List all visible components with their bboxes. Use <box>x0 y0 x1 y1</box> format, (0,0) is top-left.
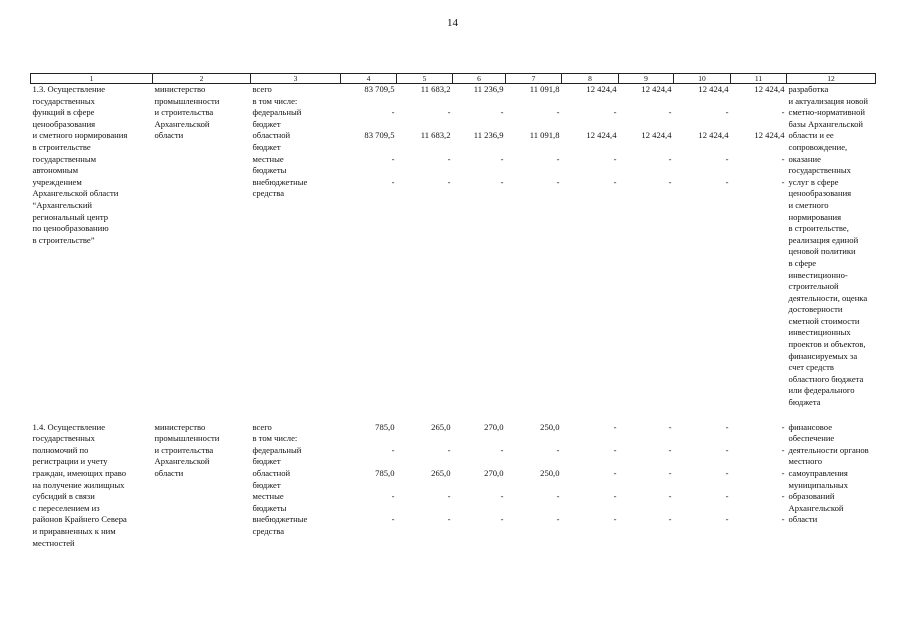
amount-value: 250,0 <box>540 468 560 478</box>
amount-spacer <box>733 456 785 468</box>
activity-line: на получение жилищных <box>32 479 125 490</box>
executor-line: области <box>154 468 184 478</box>
activity-line: с переселением из <box>32 502 100 513</box>
result-line: области <box>788 514 818 525</box>
amount-spacer <box>343 480 395 492</box>
amount-value: - <box>447 514 451 525</box>
column-number: 11 <box>731 74 787 84</box>
result-line: проектов и объектов, <box>788 339 866 350</box>
amount-spacer <box>733 165 785 177</box>
amount-spacer <box>343 526 395 538</box>
executor-cell <box>153 422 251 550</box>
amount-spacer <box>733 503 785 515</box>
amount-cell <box>341 422 397 550</box>
amount-value: - <box>391 107 395 118</box>
amount-value: - <box>447 491 451 502</box>
amount-value: - <box>556 514 560 525</box>
result-line: счет средств <box>788 362 834 373</box>
activity-line: ценообразования <box>32 118 96 129</box>
amount-spacer <box>676 456 729 468</box>
amount-value: 12 424,4 <box>586 84 617 94</box>
amount-value: - <box>781 468 785 478</box>
amount-value: - <box>556 107 560 118</box>
amount-spacer <box>455 165 504 177</box>
amount-value: - <box>613 107 617 118</box>
funding-source-label: бюджет <box>252 118 281 129</box>
amount-value <box>508 433 560 445</box>
amount-value: - <box>613 421 617 432</box>
amount-spacer <box>621 188 672 200</box>
amount-value <box>564 433 617 445</box>
executor-line: министерство <box>154 84 206 94</box>
amount-spacer <box>621 456 672 468</box>
activity-line: государственных <box>32 95 95 106</box>
amount-value: 11 236,9 <box>473 130 504 141</box>
amount-cell <box>453 422 506 550</box>
activity-cell <box>31 422 153 550</box>
activity-line: 1.3. Осуществление <box>32 84 106 94</box>
amount-spacer <box>676 142 729 154</box>
amount-value: - <box>391 514 395 525</box>
amount-value <box>621 96 672 108</box>
column-number: 12 <box>787 74 876 84</box>
activity-line: региональный центр <box>32 211 109 222</box>
result-line: самоуправления <box>788 468 848 478</box>
row-spacer <box>31 409 876 422</box>
amount-value: - <box>556 491 560 502</box>
funding-source-label: всего <box>252 84 272 94</box>
amount-value: - <box>391 176 395 187</box>
amount-value: 83 709,5 <box>364 84 395 94</box>
amount-spacer <box>455 526 504 538</box>
amount-spacer <box>455 142 504 154</box>
funding-source-label: областной <box>252 130 291 141</box>
result-line: Архангельской <box>788 502 844 513</box>
column-number: 2 <box>153 74 251 84</box>
activity-line: “Архангельский <box>32 199 93 210</box>
amount-value: 12 424,4 <box>698 130 729 141</box>
amount-value: - <box>500 176 504 187</box>
amount-value: 11 236,9 <box>473 84 504 94</box>
amount-spacer <box>343 456 395 468</box>
result-line: достоверности <box>788 304 843 315</box>
amount-value: - <box>781 107 785 118</box>
amount-spacer <box>564 503 617 515</box>
result-line: муниципальных <box>788 479 848 490</box>
amount-value: - <box>725 468 729 478</box>
funding-source-label: федеральный <box>252 107 302 118</box>
amount-value: - <box>725 421 729 432</box>
amount-spacer <box>621 119 672 131</box>
amount-spacer <box>676 480 729 492</box>
amount-value: - <box>668 153 672 164</box>
amount-value: - <box>668 444 672 455</box>
funding-source-label: бюджет <box>252 141 281 152</box>
amount-spacer <box>733 142 785 154</box>
activity-line: граждан, имеющих право <box>32 468 127 478</box>
result-line: в строительстве, <box>788 223 849 234</box>
amount-spacer <box>564 142 617 154</box>
amount-value: - <box>556 176 560 187</box>
column-number: 5 <box>397 74 453 84</box>
amount-value: - <box>781 491 785 502</box>
column-number: 9 <box>619 74 674 84</box>
amount-value: - <box>668 107 672 118</box>
amount-value: - <box>613 153 617 164</box>
amount-value: - <box>500 153 504 164</box>
amount-value: 12 424,4 <box>754 84 785 94</box>
amount-cell <box>562 84 619 409</box>
funding-source-label: внебюджетные <box>252 176 308 187</box>
result-line: финансовое <box>788 421 833 432</box>
amount-value: - <box>725 491 729 502</box>
amount-spacer <box>676 188 729 200</box>
activity-line: автономным <box>32 165 79 176</box>
column-number: 3 <box>251 74 341 84</box>
amount-spacer <box>508 503 560 515</box>
activity-line: и приравненных к ним <box>32 525 116 536</box>
column-number: 1 <box>31 74 153 84</box>
amount-spacer <box>455 119 504 131</box>
result-line: инвестиционных <box>788 327 851 338</box>
amount-value: - <box>725 444 729 455</box>
funding-source-label: бюджет <box>252 456 281 467</box>
amount-spacer <box>399 142 451 154</box>
amount-value: - <box>447 444 451 455</box>
amount-value: - <box>613 514 617 525</box>
amount-spacer <box>564 188 617 200</box>
amount-value: - <box>613 468 617 478</box>
funding-source-label: внебюджетные <box>252 514 308 525</box>
result-line: нормирования <box>788 211 842 222</box>
amount-value: 11 091,8 <box>529 130 560 141</box>
amount-value: 12 424,4 <box>698 84 729 94</box>
amount-value <box>621 433 672 445</box>
executor-line: Архангельской <box>154 118 210 129</box>
amount-value: 265,0 <box>431 468 451 478</box>
funding-source-label: средства <box>252 525 285 536</box>
amount-value: 265,0 <box>431 421 451 432</box>
amount-spacer <box>564 526 617 538</box>
budget-table <box>30 73 876 549</box>
amount-spacer <box>455 456 504 468</box>
activity-line: в строительстве” <box>32 234 95 245</box>
amount-spacer <box>399 503 451 515</box>
result-line: деятельности, оценка <box>788 292 868 303</box>
column-number: 10 <box>674 74 731 84</box>
result-line: базы Архангельской <box>788 118 863 129</box>
amount-spacer <box>733 480 785 492</box>
amount-spacer <box>621 503 672 515</box>
result-cell <box>787 84 876 409</box>
amount-value <box>343 433 395 445</box>
amount-value: - <box>668 514 672 525</box>
activity-line: государственных <box>32 433 95 444</box>
amount-spacer <box>399 165 451 177</box>
amount-spacer <box>508 456 560 468</box>
result-line: финансируемых за <box>788 350 858 361</box>
column-number: 7 <box>506 74 562 84</box>
activity-line: и сметного нормирования <box>32 130 128 141</box>
amount-spacer <box>621 526 672 538</box>
activity-line: государственным <box>32 153 97 164</box>
amount-cell <box>674 84 731 409</box>
amount-spacer <box>343 119 395 131</box>
amount-value: - <box>447 153 451 164</box>
header-row <box>31 74 876 84</box>
amount-value: - <box>668 468 672 478</box>
funding-source-label: средства <box>252 188 285 199</box>
amount-cell <box>397 422 453 550</box>
result-line: образований <box>788 491 835 502</box>
result-line: услуг в сфере <box>788 176 839 187</box>
executor-line: промышленности <box>154 95 220 106</box>
amount-value: 270,0 <box>484 421 504 432</box>
amount-value <box>399 433 451 445</box>
amount-cell <box>619 422 674 550</box>
amount-spacer <box>343 503 395 515</box>
amount-value: - <box>725 176 729 187</box>
result-line: сметно-нормативной <box>788 107 866 118</box>
executor-line: промышленности <box>154 433 220 444</box>
funding-source-label: бюджет <box>252 479 281 490</box>
result-line: местного <box>788 456 823 467</box>
amount-spacer <box>455 503 504 515</box>
funding-source-label: местные <box>252 153 284 164</box>
amount-value <box>343 96 395 108</box>
result-line: оказание <box>788 153 821 164</box>
activity-line: в строительстве <box>32 141 91 152</box>
amount-cell <box>731 422 787 550</box>
activity-line: Архангельской области <box>32 188 119 199</box>
activity-line: местностей <box>32 537 75 548</box>
amount-value: - <box>668 421 672 432</box>
result-line: области и ее <box>788 130 834 141</box>
amount-value <box>399 96 451 108</box>
amount-value: - <box>668 176 672 187</box>
activity-line: полномочий по <box>32 444 89 455</box>
page-number: 14 <box>447 17 458 29</box>
amount-spacer <box>399 119 451 131</box>
amount-spacer <box>564 165 617 177</box>
amount-value: - <box>500 514 504 525</box>
result-line: реализация единой <box>788 234 859 245</box>
amount-value: - <box>613 176 617 187</box>
amount-spacer <box>733 119 785 131</box>
amount-spacer <box>508 119 560 131</box>
amount-value: - <box>500 491 504 502</box>
amount-spacer <box>508 165 560 177</box>
result-line: бюджета <box>788 397 821 408</box>
amount-spacer <box>564 119 617 131</box>
amount-spacer <box>508 188 560 200</box>
amount-cell <box>619 84 674 409</box>
funding-source-label: областной <box>252 468 291 478</box>
amount-value <box>676 433 729 445</box>
amount-value: 11 091,8 <box>529 84 560 94</box>
funding-source-label: федеральный <box>252 444 302 455</box>
source-cell <box>251 422 341 550</box>
executor-line: и строительства <box>154 444 214 455</box>
amount-value: 11 683,2 <box>420 84 451 94</box>
amount-spacer <box>508 480 560 492</box>
activity-line: 1.4. Осуществление <box>32 421 106 432</box>
activity-line: районов Крайнего Севера <box>32 514 127 525</box>
funding-source-label: в том числе: <box>252 433 298 444</box>
activity-cell <box>31 84 153 409</box>
funding-source-label: бюджеты <box>252 502 287 513</box>
amount-spacer <box>733 526 785 538</box>
amount-cell <box>506 422 562 550</box>
result-line: разработка <box>788 84 829 94</box>
amount-spacer <box>621 480 672 492</box>
result-cell <box>787 422 876 550</box>
amount-value: - <box>725 514 729 525</box>
result-line: инвестиционно- <box>788 269 848 280</box>
amount-spacer <box>455 480 504 492</box>
amount-value: 12 424,4 <box>586 130 617 141</box>
amount-value <box>455 433 504 445</box>
amount-value: 785,0 <box>375 468 395 478</box>
result-line: сметной стоимости <box>788 315 860 326</box>
amount-spacer <box>343 165 395 177</box>
amount-value: - <box>725 107 729 118</box>
amount-spacer <box>733 188 785 200</box>
funding-source-label: бюджеты <box>252 165 287 176</box>
amount-spacer <box>676 526 729 538</box>
activity-line: субсидий в связи <box>32 491 95 502</box>
column-number: 6 <box>453 74 506 84</box>
result-line: обеспечение <box>788 433 835 444</box>
amount-cell <box>731 84 787 409</box>
table-row <box>31 84 876 409</box>
result-line: ценообразования <box>788 188 852 199</box>
amount-value: - <box>391 491 395 502</box>
funding-source-label: в том числе: <box>252 95 298 106</box>
amount-spacer <box>399 480 451 492</box>
amount-value: - <box>668 491 672 502</box>
amount-value <box>676 96 729 108</box>
result-line: и сметного <box>788 199 829 210</box>
amount-value: - <box>556 444 560 455</box>
amount-value: - <box>556 153 560 164</box>
amount-value: 250,0 <box>540 421 560 432</box>
amount-spacer <box>508 526 560 538</box>
executor-line: области <box>154 130 184 141</box>
column-number: 8 <box>562 74 619 84</box>
result-line: строительной <box>788 281 839 292</box>
amount-value <box>455 96 504 108</box>
amount-spacer <box>676 165 729 177</box>
amount-cell <box>674 422 731 550</box>
row-spacer-cell <box>31 409 876 422</box>
amount-value: - <box>781 153 785 164</box>
funding-source-label: всего <box>252 421 272 432</box>
activity-line: по ценообразованию <box>32 223 109 234</box>
amount-value: - <box>447 176 451 187</box>
result-line: в сфере <box>788 257 817 268</box>
amount-spacer <box>676 503 729 515</box>
activity-line: регистрации и учету <box>32 456 108 467</box>
table-row <box>31 422 876 550</box>
executor-line: министерство <box>154 421 206 432</box>
amount-value: - <box>781 421 785 432</box>
amount-value: - <box>781 514 785 525</box>
executor-cell <box>153 84 251 409</box>
amount-spacer <box>399 526 451 538</box>
result-line: сопровождение, <box>788 141 848 152</box>
amount-spacer <box>621 142 672 154</box>
amount-value: - <box>391 153 395 164</box>
amount-value: - <box>500 444 504 455</box>
amount-value: - <box>613 491 617 502</box>
amount-value: 785,0 <box>375 421 395 432</box>
amount-value <box>733 433 785 445</box>
result-line: государственных <box>788 165 851 176</box>
amount-value: - <box>781 444 785 455</box>
amount-value: - <box>500 107 504 118</box>
amount-value: 12 424,4 <box>641 130 672 141</box>
amount-value: 12 424,4 <box>641 84 672 94</box>
result-line: и актуализация новой <box>788 95 869 106</box>
amount-value: 12 424,4 <box>754 130 785 141</box>
amount-value: - <box>447 107 451 118</box>
amount-value: - <box>725 153 729 164</box>
funding-source-label: местные <box>252 491 284 502</box>
amount-cell <box>562 422 619 550</box>
executor-line: и строительства <box>154 107 214 118</box>
amount-cell <box>506 84 562 409</box>
result-line: ценовой политики <box>788 246 856 257</box>
amount-spacer <box>564 480 617 492</box>
amount-value <box>733 96 785 108</box>
amount-value: - <box>781 176 785 187</box>
amount-spacer <box>399 456 451 468</box>
amount-value: 83 709,5 <box>364 130 395 141</box>
activity-line: функций в сфере <box>32 107 95 118</box>
amount-spacer <box>399 188 451 200</box>
executor-line: Архангельской <box>154 456 210 467</box>
amount-spacer <box>621 165 672 177</box>
amount-spacer <box>508 142 560 154</box>
source-cell <box>251 84 341 409</box>
amount-spacer <box>455 188 504 200</box>
amount-spacer <box>343 188 395 200</box>
amount-value: 11 683,2 <box>420 130 451 141</box>
amount-cell <box>341 84 397 409</box>
amount-spacer <box>676 119 729 131</box>
amount-spacer <box>343 142 395 154</box>
amount-cell <box>397 84 453 409</box>
amount-value: - <box>613 444 617 455</box>
column-number: 4 <box>341 74 397 84</box>
result-line: или федерального <box>788 385 855 396</box>
result-line: деятельности органов <box>788 444 869 455</box>
amount-value: - <box>391 444 395 455</box>
amount-spacer <box>564 456 617 468</box>
amount-value: 270,0 <box>484 468 504 478</box>
result-line: областного бюджета <box>788 373 864 384</box>
amount-value <box>564 96 617 108</box>
amount-value <box>508 96 560 108</box>
activity-line: учреждением <box>32 176 82 187</box>
amount-cell <box>453 84 506 409</box>
